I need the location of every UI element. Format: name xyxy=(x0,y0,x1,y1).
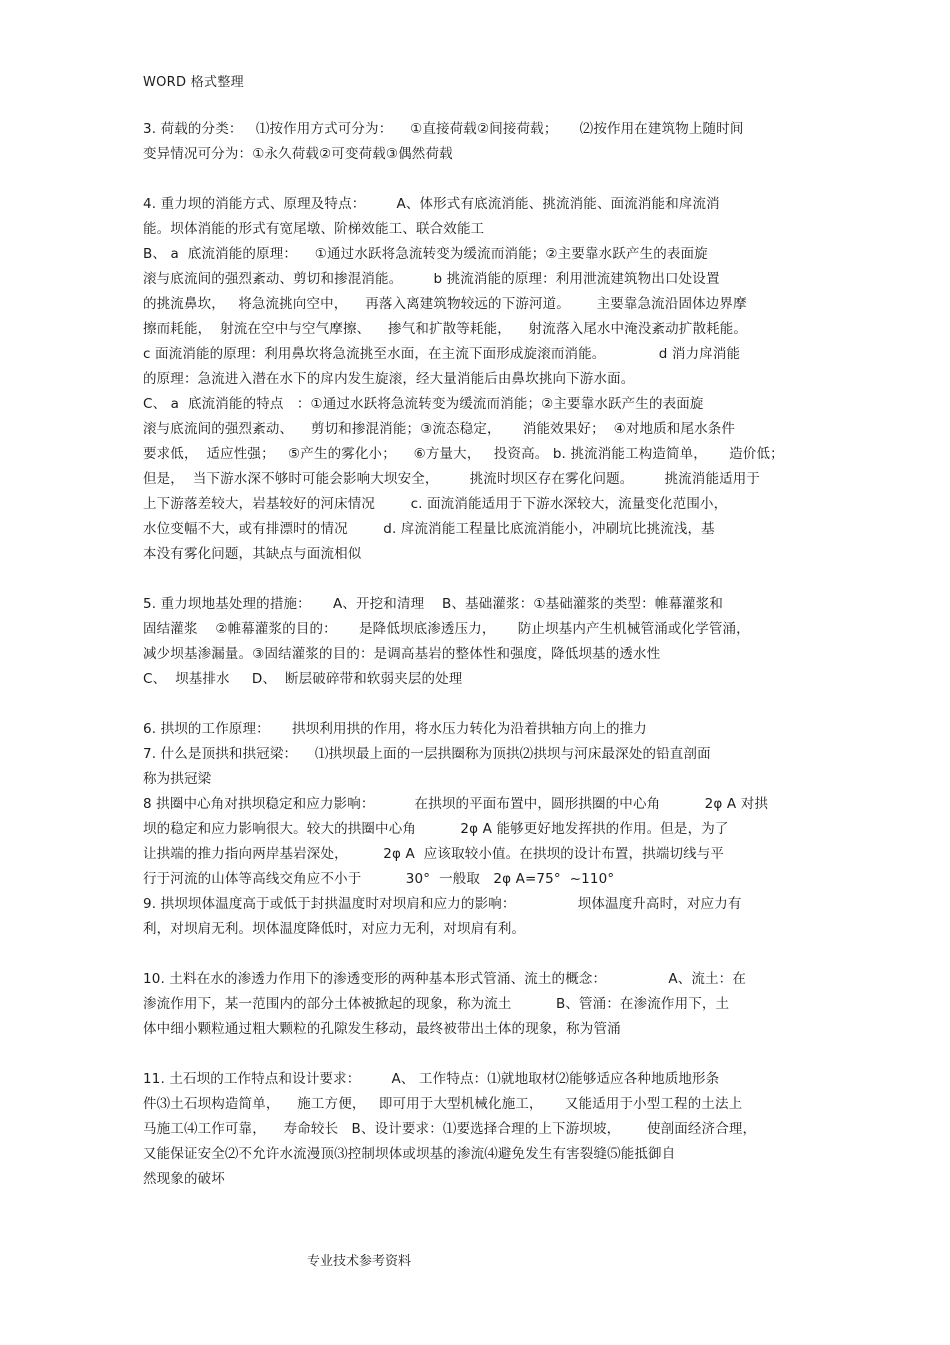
text-line: 称为拱冠梁 xyxy=(143,771,212,787)
text-line: 3. 荷载的分类： ⑴按作用方式可分为： ①直接荷载②间接荷载； ⑵按作用在建筑物上随时间 xyxy=(143,121,744,137)
text-line: 滚与底流间的强烈紊动、 剪切和掺混消能；③流态稳定， 消能效果好； ④对地质和尾水条件 xyxy=(143,421,736,437)
text-line: 10. 土料在水的渗透力作用下的渗透变形的两种基本形式管涌、流土的概念： A、流土：在 xyxy=(143,971,746,987)
text-line: 5. 重力坝地基处理的措施： A、开挖和清理 B、基础灌浆：①基础灌浆的类型：帷幕灌浆和 xyxy=(143,596,724,612)
text-line: 固结灌浆 ②帷幕灌浆的目的： 是降低坝底渗透压力， 防止坝基内产生机械管涌或化学管涌， xyxy=(143,621,750,637)
text-line: 又能保证安全⑵不允许水流漫顶⑶控制坝体或坝基的渗流⑷避免发生有害裂缝⑸能抵御自 xyxy=(143,1146,676,1162)
text-line: 减少坝基渗漏量。③固结灌浆的目的：是调高基岩的整体性和强度，降低坝基的透水性 xyxy=(143,646,661,662)
text-line: 马施工⑷工作可靠， 寿命较长 B、设计要求：⑴要选择合理的上下游坝坡， 使剖面经济合理， xyxy=(143,1121,757,1137)
text-line: 坝的稳定和应力影响很大。较大的拱圈中心角 2φ A 能够更好地发挥拱的作用。但是，为了 xyxy=(143,821,729,837)
text-line: 上下游落差较大，岩基较好的河床情况 c. 面流消能适用于下游水深较大，流量变化范围小， xyxy=(143,496,728,512)
text-line: c 面流消能的原理：利用鼻坎将急流挑至水面，在主流下面形成旋滚而消能。 d 消力戽消能 xyxy=(143,346,741,362)
text-line: 行于河流的山体等高线交角应不小于 30° 一般取 2φ A=75° ~110° xyxy=(143,871,615,887)
text-line: 本没有雾化问题，其缺点与面流相似 xyxy=(143,546,362,562)
page-header: WORD 格式整理 xyxy=(143,75,244,90)
text-line: 8 拱圈中心角对拱坝稳定和应力影响： 在拱坝的平面布置中，圆形拱圈的中心角 2φ A 对拱 xyxy=(143,796,769,812)
page-footer: 专业技术参考资料 xyxy=(307,1254,412,1269)
text-line: 擦而耗能， 射流在空中与空气摩擦、 掺气和扩散等耗能， 射流落入尾水中淹没紊动扩散耗能。 xyxy=(143,321,748,337)
text-line: C、 坝基排水 D、 断层破碎带和软弱夹层的处理 xyxy=(143,671,463,687)
text-line: 然现象的破坏 xyxy=(143,1171,225,1187)
text-line: 要求低， 适应性强； ⑤产生的雾化小； ⑥方量大， 投资高。 b. 挑流消能工构造简单， 造价低； xyxy=(143,446,784,462)
text-line: 体中细小颗粒通过粗大颗粒的孔隙发生移动，最终被带出土体的现象，称为管涌 xyxy=(143,1021,621,1037)
text-line: 但是， 当下游水深不够时可能会影响大坝安全， 挑流时坝区存在雾化问题。 挑流消能适用于 xyxy=(143,471,761,487)
text-line: 9. 拱坝坝体温度高于或低于封拱温度时对坝肩和应力的影响： 坝体温度升高时，对应力有 xyxy=(143,896,742,912)
text-line: 滚与底流间的强烈紊动、剪切和掺混消能。 b 挑流消能的原理：利用泄流建筑物出口处设置 xyxy=(143,271,720,287)
text-line: 能。坝体消能的形式有宽尾墩、阶梯效能工、联合效能工 xyxy=(143,221,485,237)
text-line: 件⑶土石坝构造简单， 施工方便， 即可用于大型机械化施工， 又能适用于小型工程的土法上 xyxy=(143,1096,743,1112)
text-line: 的原理：急流进入潜在水下的戽内发生旋滚，经大量消能后由鼻坎挑向下游水面。 xyxy=(143,371,635,387)
text-line: 渗流作用下，某一范围内的部分土体被掀起的现象，称为流土 B、管涌：在渗流作用下，土 xyxy=(143,996,730,1012)
text-line: 的挑流鼻坎， 将急流挑向空中， 再落入离建筑物较远的下游河道。 主要靠急流沿固体边界摩 xyxy=(143,296,747,312)
text-line: 7. 什么是顶拱和拱冠梁： ⑴拱坝最上面的一层拱圈称为顶拱⑵拱坝与河床最深处的铅直剖面 xyxy=(143,746,711,762)
text-line: 让拱端的推力指向两岸基岩深处， 2φ A 应该取较小值。在拱坝的设计布置，拱端切线与平 xyxy=(143,846,725,862)
text-line: 4. 重力坝的消能方式、原理及特点： A、体形式有底流消能、挑流消能、面流消能和戽流消 xyxy=(143,196,720,212)
text-line: 变异情况可分为：①永久荷载②可变荷载③偶然荷载 xyxy=(143,146,453,162)
text-line: B、 a 底流消能的原理： ①通过水跃将急流转变为缓流而消能；②主要靠水跃产生的表面旋 xyxy=(143,246,708,262)
text-line: 6. 拱坝的工作原理： 拱坝利用拱的作用，将水压力转化为沿着拱轴方向上的推力 xyxy=(143,721,647,737)
text-line: 11. 土石坝的工作特点和设计要求： A、 工作特点：⑴就地取材⑵能够适应各种地质地形条 xyxy=(143,1071,720,1087)
text-line: 水位变幅不大，或有排漂时的情况 d. 戽流消能工程量比底流消能小，冲刷坑比挑流浅，基 xyxy=(143,521,715,537)
text-line: C、 a 底流消能的特点 ：①通过水跃将急流转变为缓流而消能；②主要靠水跃产生的表面旋 xyxy=(143,396,704,412)
text-line: 利，对坝肩无利。坝体温度降低时，对应力无利，对坝肩有利。 xyxy=(143,921,526,937)
